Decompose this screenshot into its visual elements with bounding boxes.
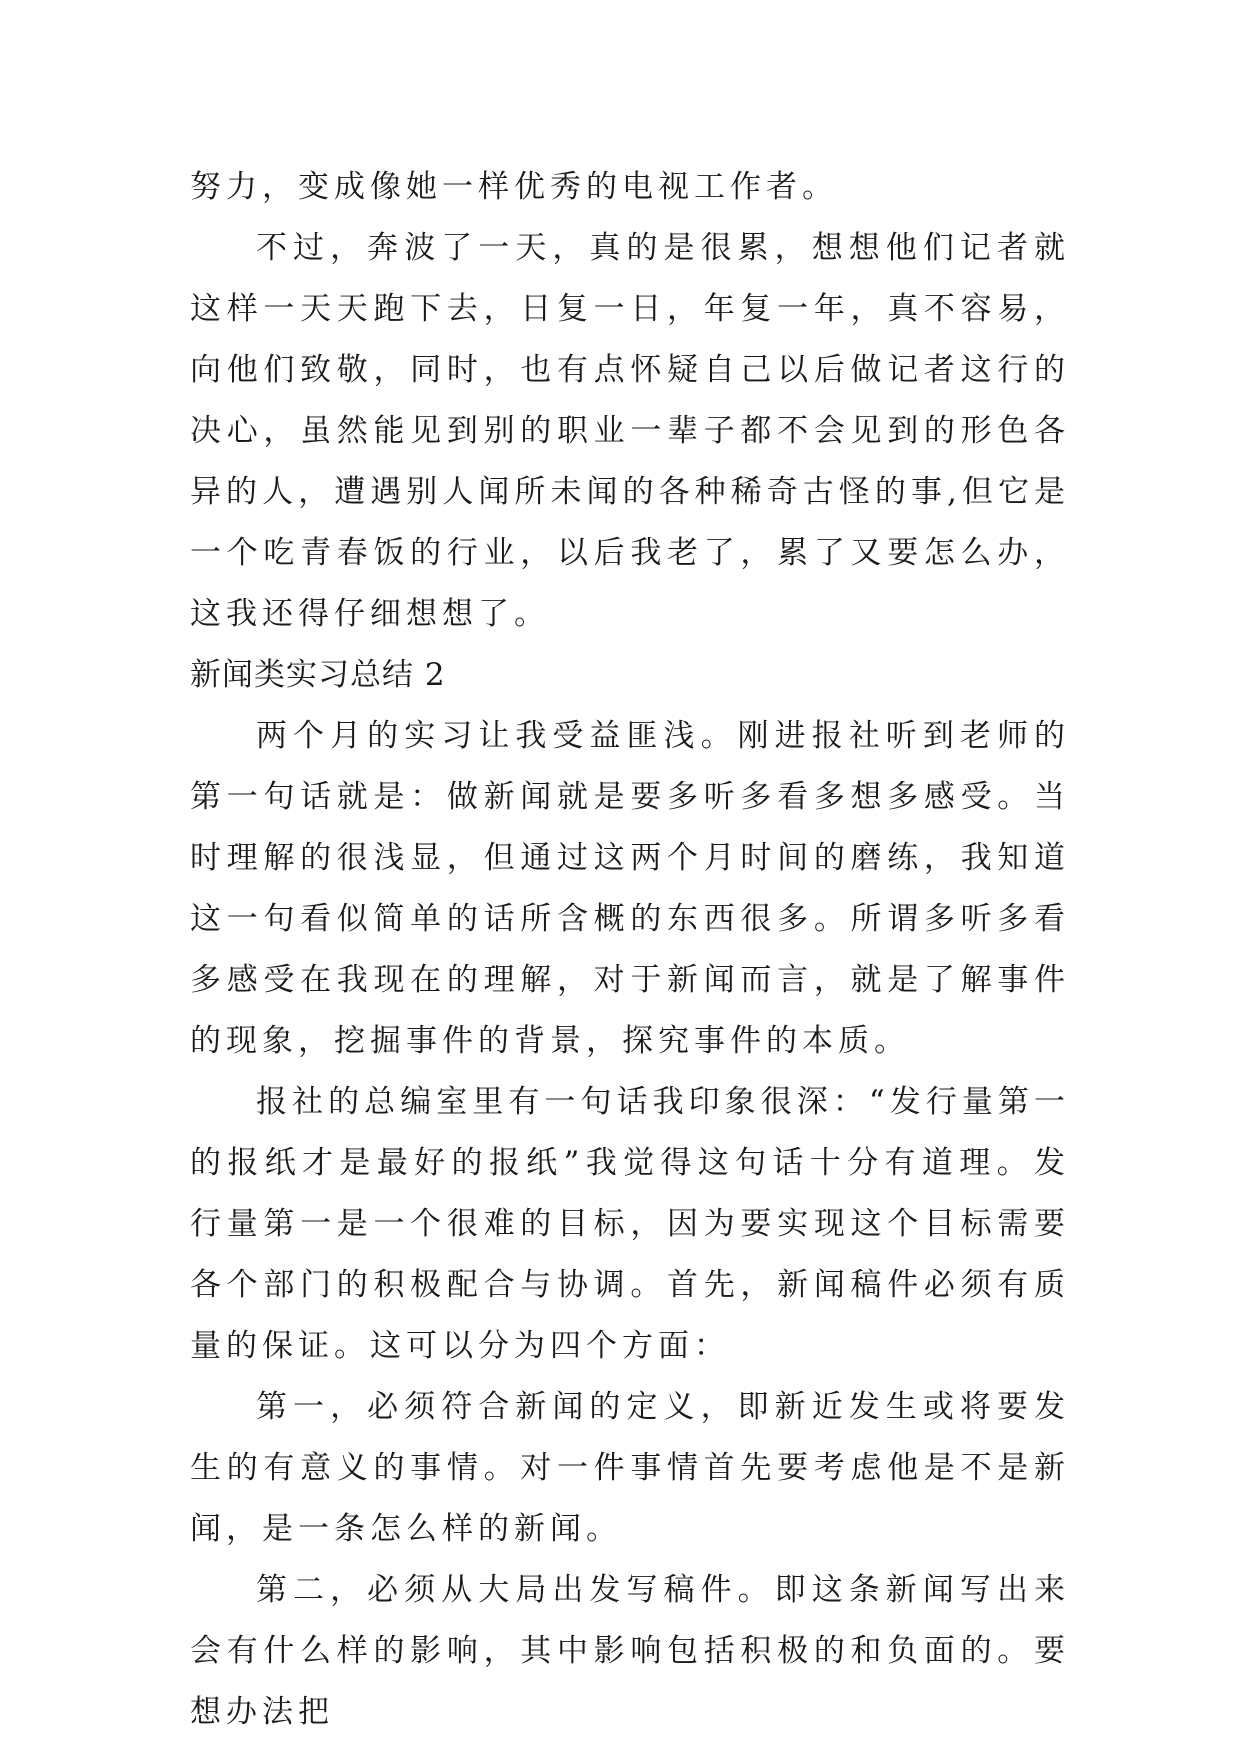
paragraph-circulation: 报社的总编室里有一句话我印象很深：“发行量第一的报纸才是最好的报纸”我觉得这句话十分有道理。发行量第一是一个很难的目标，因为要实现这个目标需要各个部门的积极配合与协调。首先，新闻稿件必须有质量的保证。这可以分为四个方面： (190, 1084, 1070, 1364)
paragraph-point-two: 第二，必须从大局出发写稿件。即这条新闻写出来会有什么样的影响，其中影响包括积极的和负面的。要想办法把 (190, 1572, 1070, 1730)
section-heading: 新闻类实习总结 2 (190, 657, 446, 693)
paragraph-point-one: 第一，必须符合新闻的定义，即新近发生或将要发生的有意义的事情。对一件事情首先要考虑他是不是新闻，是一条怎么样的新闻。 (190, 1389, 1070, 1547)
document-body (190, 157, 1070, 1743)
paragraph-reflection: 不过，奔波了一天，真的是很累，想想他们记者就这样一天天跑下去，日复一日，年复一年，真不容易，向他们致敬，同时，也有点怀疑自己以后做记者这行的决心，虽然能见到别的职业一辈子都不会见到的形色各异的人，遭遇别人闻所未闻的各种稀奇古怪的事,但它是一个吃青春饭的行业，以后我老了，累了又要怎么办，这我还得仔细想想了。 (190, 230, 1070, 632)
paragraph-intro: 两个月的实习让我受益匪浅。刚进报社听到老师的第一句话就是：做新闻就是要多听多看多想多感受。当时理解的很浅显，但通过这两个月时间的磨练，我知道这一句看似简单的话所含概的东西很多。所谓多听多看多感受在我现在的理解，对于新闻而言，就是了解事件的现象，挖掘事件的背景，探究事件的本质。 (190, 718, 1070, 1059)
paragraph-continuation: 努力，变成像她一样优秀的电视工作者。 (190, 169, 838, 205)
